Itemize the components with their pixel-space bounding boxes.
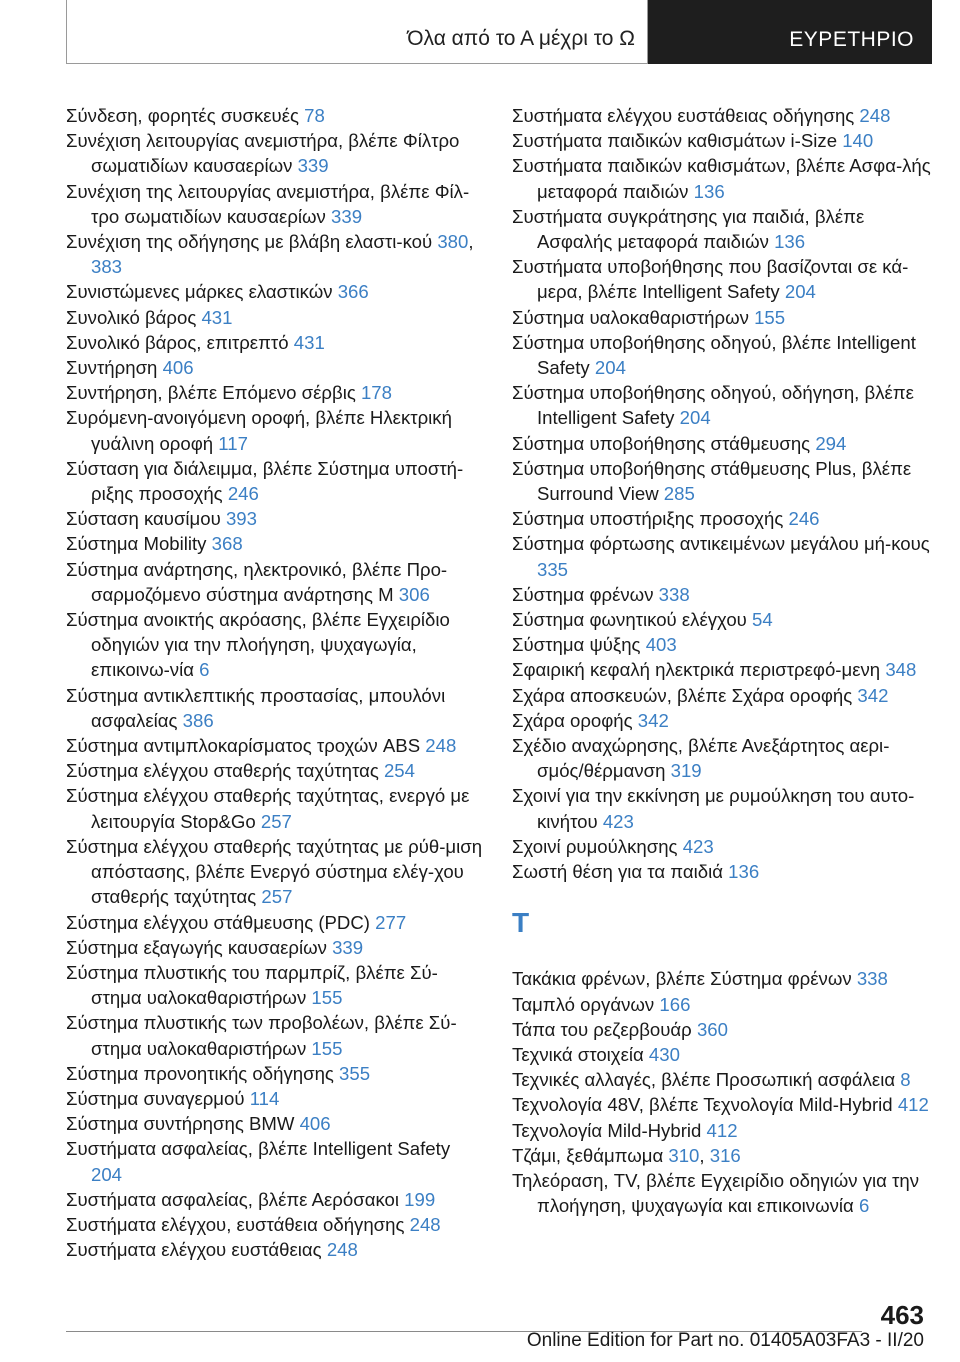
index-entry-text: Σωστή θέση για τα παιδιά	[512, 861, 723, 883]
index-entry	[512, 683, 932, 708]
index-entry	[66, 305, 486, 330]
index-entry-text: Σύστημα υποβοήθησης οδηγού, οδήγηση, βλέπε Intelligent Safety	[512, 382, 914, 429]
index-entry	[512, 506, 932, 531]
index-entry	[512, 254, 932, 304]
page-link[interactable]: 360	[696, 1018, 728, 1040]
index-entry	[512, 1092, 932, 1117]
index-entry	[512, 966, 932, 991]
index-entry-text: Σύστημα υποβοήθησης στάθμευσης	[512, 432, 811, 454]
page-link[interactable]: 339	[332, 936, 364, 958]
index-entry-text: Σύστημα υποβοήθησης στάθμευσης Plus, βλέπε Surround View	[512, 457, 912, 505]
index-entry-text: Σύστημα ψύξης	[512, 634, 641, 656]
index-entry	[66, 1010, 486, 1060]
index-entry-text: Σφαιρική κεφαλή ηλεκτρικά περιστρεφό-μενη	[512, 659, 881, 681]
index-entry-text: Σύστημα ελέγχου σταθερής ταχύτητας, ενεργό με λειτουργία Stop&Go	[66, 785, 470, 832]
page-link[interactable]: 339	[297, 155, 329, 177]
index-entry-text: Συνέχιση λειτουργίας ανεμιστήρα, βλέπε Φίλτρο σωματιδίων καυσαερίων	[66, 130, 460, 177]
page-link[interactable]: 335	[537, 558, 569, 580]
page-link[interactable]: 78	[304, 105, 325, 126]
index-entry-text: Συντήρηση	[66, 357, 158, 379]
index-entry-text: Σύστημα Mobility	[66, 533, 207, 555]
page-link[interactable]: 54	[752, 609, 773, 631]
index-entry	[512, 1118, 932, 1143]
index-entry-text: Σύστημα εξαγωγής καυσαερίων	[66, 936, 327, 958]
index-entry-text: Τεχνολογία Mild-Hybrid	[512, 1119, 702, 1141]
index-entry-text: Συστήματα ελέγχου, ευστάθεια οδήγησης	[66, 1213, 405, 1235]
page-link[interactable]: 248	[326, 1239, 358, 1261]
index-entry	[512, 204, 932, 254]
index-entry	[512, 330, 932, 380]
page-link[interactable]: 246	[227, 483, 259, 505]
page-link[interactable]: 338	[856, 968, 888, 990]
page-link[interactable]: 316	[709, 1144, 741, 1166]
index-entry-text: Σύστημα πλυστικής του παρμπρίζ, βλέπε Σύ-στημα υαλοκαθαριστήρων	[66, 961, 438, 1009]
index-entry-text: Σχοινί ρυμούλκησης	[512, 835, 678, 857]
index-entry	[512, 582, 932, 607]
index-entry	[512, 834, 932, 859]
index-entry-text: Σύστημα προνοητικής οδήγησης	[66, 1062, 334, 1084]
page-link[interactable]: 199	[404, 1188, 436, 1210]
index-entry-text: Σύσταση για διάλειμμα, βλέπε Σύστημα υποστή-ριξης προσοχής	[66, 457, 464, 505]
index-entry	[512, 657, 932, 682]
index-entry	[512, 380, 932, 430]
index-column-left	[66, 103, 486, 1262]
index-entry	[66, 607, 486, 683]
index-entry	[66, 1111, 486, 1136]
page-link[interactable]: 257	[261, 886, 293, 908]
page-link[interactable]: 423	[682, 835, 714, 857]
index-entry-text: Σύστημα αντικλεπτικής προστασίας, μπουλόνι ασφαλείας	[66, 684, 446, 731]
index-entry-text: Συστήματα ελέγχου ευστάθειας	[66, 1239, 322, 1261]
index-entry	[66, 783, 486, 833]
page-link[interactable]: 204	[594, 357, 626, 379]
page-link[interactable]: 368	[211, 533, 243, 555]
page-link[interactable]: 6	[199, 659, 210, 681]
page-link[interactable]: 136	[693, 180, 725, 202]
index-tab-label: ΕΥΡΕΤΗΡΙΟ	[789, 28, 914, 51]
index-entry-text: Σύστημα ελέγχου στάθμευσης (PDC)	[66, 911, 370, 933]
page-link[interactable]: 155	[754, 306, 786, 328]
index-entry-text: Συστήματα συγκράτησης για παιδιά, βλέπε Ασφαλής μεταφορά παιδιών	[512, 205, 865, 253]
index-entry	[66, 1212, 486, 1237]
index-column-right	[512, 103, 932, 1218]
index-entry	[512, 992, 932, 1017]
page-link[interactable]: 204	[784, 281, 816, 303]
page-link[interactable]: 403	[645, 634, 677, 656]
page-link[interactable]: 294	[815, 432, 847, 454]
page-link[interactable]: 430	[648, 1043, 680, 1065]
index-entry-text: Τηλεόραση, TV, βλέπε Εγχειρίδιο οδηγιών για την πλοήγηση, ψυχαγωγία και επικοινωνία	[512, 1169, 920, 1217]
page-link[interactable]: 386	[182, 709, 214, 731]
page-link[interactable]: 178	[360, 382, 392, 404]
page-link[interactable]: 339	[331, 205, 363, 227]
index-entry	[512, 632, 932, 657]
page-link[interactable]: 114	[249, 1087, 280, 1109]
section-title-text: Όλα από το Α μέχρι το Ω	[407, 27, 635, 50]
page-link[interactable]: 257	[260, 810, 292, 832]
page-link[interactable]: 254	[383, 760, 415, 782]
page-link[interactable]: 423	[602, 810, 634, 832]
index-entry-text: Συντήρηση, βλέπε Επόμενο σέρβις	[66, 382, 356, 404]
index-entry	[66, 557, 486, 607]
page-link[interactable]: 355	[339, 1062, 371, 1084]
index-entry-text: Σύστημα υποστήριξης προσοχής	[512, 508, 784, 530]
index-entry	[66, 531, 486, 556]
page-link[interactable]: 155	[311, 1037, 343, 1059]
index-entry	[66, 179, 486, 229]
index-entry	[512, 607, 932, 632]
index-entry	[512, 859, 932, 884]
index-entry-text: Σχοινί για την εκκίνηση με ρυμούλκηση του αυτο-κινήτου	[512, 785, 915, 832]
index-entry	[512, 431, 932, 456]
page-link[interactable]: 319	[670, 760, 702, 782]
index-entry	[512, 708, 932, 733]
index-entry	[512, 305, 932, 330]
index-entry-text: Σύστημα ανάρτησης, ηλεκτρονικό, βλέπε Προ-σαρμοζόμενο σύστημα ανάρτησης M	[66, 558, 448, 605]
index-entry	[66, 834, 486, 910]
index-entry-text: Σύστημα αντιμπλοκαρίσματος τροχών ABS	[66, 735, 421, 757]
index-entry-text: Τζάμι, ξεθάμπωμα	[512, 1144, 664, 1166]
index-entry-text: Σχάρα αποσκευών, βλέπε Σχάρα οροφής	[512, 684, 853, 706]
page-link[interactable]: 306	[398, 583, 430, 605]
page-link[interactable]: 348	[885, 659, 917, 681]
page-link[interactable]: 248	[409, 1213, 441, 1235]
index-entry-text: Σύστημα πλυστικής των προβολέων, βλέπε Σύ-στημα υαλοκαθαριστήρων	[66, 1012, 457, 1059]
index-entry-text: Σύστημα συναγερμού	[66, 1087, 245, 1109]
index-entry-text: Σχέδιο αναχώρησης, βλέπε Ανεξάρτητος αερι-σμός/θέρμανση	[512, 735, 890, 782]
index-entry-text: Συστήματα υποβοήθησης που βασίζονται σε κά-μερα, βλέπε Intelligent Safety	[512, 256, 909, 303]
index-entry-text: Συστήματα ασφαλείας, βλέπε Intelligent Safety	[66, 1138, 451, 1160]
index-entry	[66, 960, 486, 1010]
index-entry-text: Τάπα του ρεζερβουάρ	[512, 1018, 692, 1040]
index-entry	[512, 531, 932, 581]
index-entry-text: Συστήματα παιδικών καθισμάτων, βλέπε Ασφα-λής μεταφορά παιδιών	[512, 155, 931, 202]
section-letter-tau: Τ	[512, 907, 530, 939]
index-entry	[512, 733, 932, 783]
page-link[interactable]: 285	[663, 483, 695, 505]
index-entry-text: Συνιστώμενες μάρκες ελαστικών	[66, 281, 333, 303]
index-entry	[512, 153, 932, 203]
index-entry	[66, 128, 486, 178]
page-link[interactable]: 366	[337, 281, 369, 303]
page-link[interactable]: 342	[857, 684, 889, 706]
index-entry	[66, 1136, 486, 1186]
index-entry	[66, 330, 486, 355]
page-link[interactable]: 393	[225, 508, 257, 530]
index-entry	[512, 1168, 932, 1218]
index-entry	[512, 1017, 932, 1042]
index-entry	[66, 405, 486, 455]
index-entry	[66, 683, 486, 733]
page-link[interactable]: 204	[679, 407, 711, 429]
index-entry-text: Συνολικό βάρος	[66, 306, 197, 328]
page-link[interactable]: 338	[658, 583, 690, 605]
index-entry	[66, 380, 486, 405]
page-link[interactable]: 342	[637, 709, 669, 731]
index-group-tau	[512, 966, 932, 1218]
index-entry-text: Σύστημα φωνητικού ελέγχου	[512, 609, 747, 631]
index-entry: Συνέχιση της οδήγησης με βλάβη ελαστι-κού 380, 383	[66, 231, 474, 278]
page-number: 463	[880, 1300, 924, 1330]
header	[66, 0, 932, 66]
index-entry	[512, 456, 932, 506]
index-entry-text: Σύστημα ελέγχου σταθερής ταχύτητας με ρύθ-μιση απόστασης, βλέπε Ενεργό σύστημα ελέγ-χου σταθερής ταχύτητας	[66, 835, 483, 908]
index-entry-text: Τεχνικές αλλαγές, βλέπε Προσωπική ασφάλεια	[512, 1069, 896, 1091]
index-entry-text: Συνέχιση της οδήγησης με βλάβη ελαστι-κού	[66, 231, 433, 253]
index-entry-text: Σύνδεση, φορητές συσκευές	[66, 105, 299, 126]
index-entry-text: Συνέχιση της λειτουργίας ανεμιστήρα, βλέπε Φίλ-τρο σωματιδίων καυσαερίων	[66, 180, 470, 227]
index-entry-text: Σύσταση καυσίμου	[66, 508, 221, 530]
index-entry-text: Ταμπλό οργάνων	[512, 993, 655, 1015]
index-entry	[66, 758, 486, 783]
page-link[interactable]: 406	[299, 1113, 331, 1135]
index-entry	[66, 1086, 486, 1111]
page-link[interactable]: 310	[668, 1144, 700, 1166]
index-entry	[66, 1061, 486, 1086]
index-entry	[512, 128, 932, 153]
index-entry-text: Συρόμενη-ανοιγόμενη οροφή, βλέπε Ηλεκτρική γυάλινη οροφή	[66, 407, 452, 454]
page-link[interactable]: 246	[788, 508, 820, 530]
page-link[interactable]: 431	[201, 306, 233, 328]
page-link[interactable]: 6	[858, 1195, 870, 1217]
index-entry-text: Σύστημα υαλοκαθαριστήρων	[512, 306, 749, 328]
page-link[interactable]: 140	[842, 130, 874, 152]
index-entry-text: Σύστημα συντήρησης BMW	[66, 1113, 295, 1135]
index-entry-text: Συστήματα παιδικών καθισμάτων i-Size	[512, 130, 838, 152]
page-link[interactable]: 406	[162, 357, 194, 379]
footer-edition: Online Edition for Part no. 01405A03FA3 - II/20	[526, 1330, 924, 1351]
page-link[interactable]: 136	[774, 231, 806, 253]
index-entry	[66, 355, 486, 380]
index-entry-text: Σύστημα φρένων	[512, 583, 654, 605]
index-entry-text: Σχάρα οροφής	[512, 709, 633, 731]
index-entry: Τζάμι, ξεθάμπωμα 310, 316	[512, 1144, 741, 1166]
page-link[interactable]: 383	[91, 256, 123, 278]
index-entry	[66, 1237, 486, 1262]
index-entry	[66, 1187, 486, 1212]
index-entry	[512, 783, 932, 833]
page-link[interactable]: 248	[425, 735, 457, 757]
page-link[interactable]: 155	[311, 987, 343, 1009]
page-link[interactable]: 117	[218, 432, 248, 454]
index-tab[interactable]	[648, 0, 932, 64]
section-title	[66, 0, 648, 64]
page-link[interactable]: 136	[728, 861, 760, 883]
index-entry-text: Σύστημα υποβοήθησης οδηγού, βλέπε Intelligent Safety	[512, 331, 916, 379]
index-entry-text: Σύστημα φόρτωσης αντικειμένων μεγάλου μή-κους	[512, 533, 930, 555]
index-entry-text: Σύστημα ανοικτής ακρόασης, βλέπε Εγχειρίδιο οδηγιών για την πλοήγηση, ψυχαγωγία, επικοινω-νία	[66, 609, 450, 681]
index-entry	[512, 1042, 932, 1067]
index-entry-text: Τακάκια φρένων, βλέπε Σύστημα φρένων	[512, 968, 852, 990]
index-entry	[512, 1067, 932, 1092]
page-link[interactable]: 431	[293, 331, 325, 353]
page-link[interactable]: 8	[900, 1069, 911, 1091]
index-entry	[66, 456, 486, 506]
index-entry	[512, 103, 932, 128]
page-link[interactable]: 166	[659, 993, 691, 1015]
page-link[interactable]: 248	[859, 105, 891, 126]
index-entry-text: Σύστημα ελέγχου σταθερής ταχύτητας	[66, 760, 379, 782]
index-entry	[66, 733, 486, 758]
index-entry	[66, 506, 486, 531]
index-entry-text: Τεχνολογία 48V, βλέπε Τεχνολογία Mild-Hybrid	[512, 1094, 893, 1116]
index-entry-text: Συνολικό βάρος, επιτρεπτό	[66, 331, 289, 353]
index-entry	[66, 103, 486, 128]
index-entry	[66, 910, 486, 935]
index-entry-text: Συστήματα ασφαλείας, βλέπε Αερόσακοι	[66, 1188, 399, 1210]
page-link[interactable]: 412	[897, 1094, 929, 1116]
index-entry-text: Συστήματα ελέγχου ευστάθειας οδήγησης	[512, 105, 855, 126]
page-link[interactable]: 380	[437, 231, 469, 253]
index-entry-text: Τεχνικά στοιχεία	[512, 1043, 644, 1065]
index-group-sigma	[512, 103, 932, 884]
page-link[interactable]: 277	[375, 911, 407, 933]
page-link[interactable]: 412	[706, 1119, 738, 1141]
index-entry	[66, 279, 486, 304]
index-entry	[66, 935, 486, 960]
page-link[interactable]: 204	[91, 1163, 123, 1185]
